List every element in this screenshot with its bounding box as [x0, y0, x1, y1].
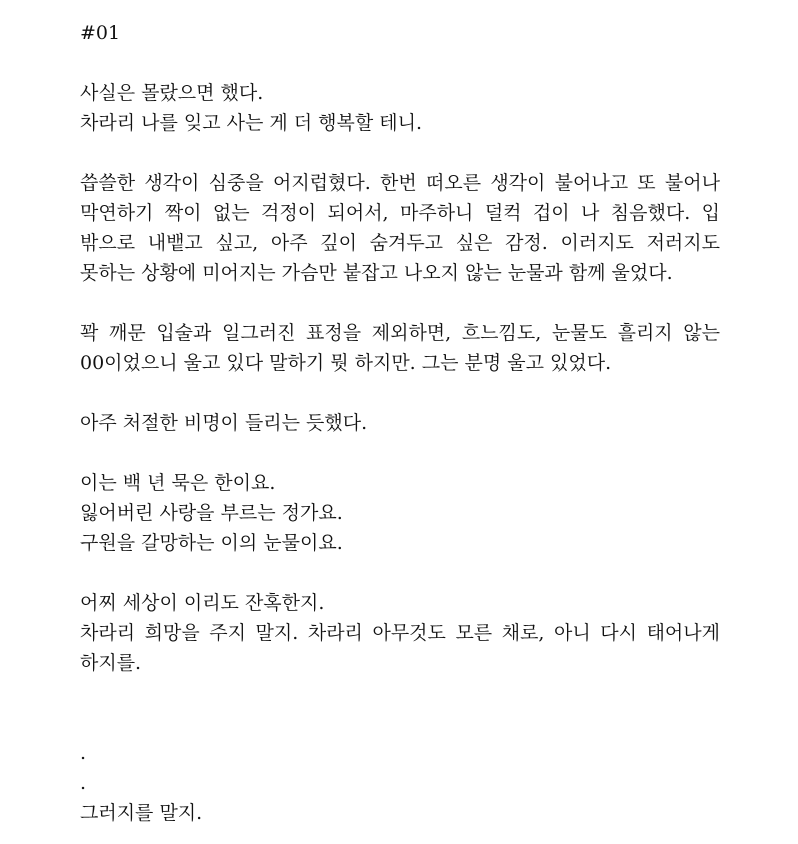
closing-line: 그러지를 말지.: [80, 802, 203, 824]
chapter-heading-block: [80, 18, 720, 48]
closing-block: [80, 708, 720, 828]
text-line: 구원을 갈망하는 이의 눈물이요.: [80, 532, 343, 554]
paragraph-lips: [80, 318, 720, 378]
document-page: [80, 18, 720, 828]
text-line: 이는 백 년 묵은 한이요.: [80, 472, 276, 494]
scream-line-block: [80, 408, 720, 438]
text-line: 어찌 세상이 이리도 잔혹한지.: [80, 592, 325, 614]
poem-lines: [80, 468, 720, 558]
text-line: 사실은 몰랐으면 했다.: [80, 82, 264, 104]
chapter-heading: #01: [80, 22, 121, 44]
text-line: 잃어버린 사랑을 부르는 정가요.: [80, 502, 343, 524]
opening-lines: [80, 78, 720, 138]
text-line: 차라리 나를 잊고 사는 게 더 행복할 테니.: [80, 112, 422, 134]
paragraph-thoughts: [80, 168, 720, 288]
text-line: 아주 처절한 비명이 들리는 듯했다.: [80, 412, 368, 434]
ellipsis-dot: .: [80, 772, 87, 794]
paragraph-text: 꽉 깨문 입술과 일그러진 표정을 제외하면, 흐느낌도, 눈물도 흘리지 않는 00이었으니 울고 있다 말하기 뭣 하지만. 그는 분명 울고 있었다.: [80, 322, 720, 374]
cruel-world-block: [80, 588, 720, 678]
spacer: [80, 708, 720, 738]
ellipsis-dot: .: [80, 742, 87, 764]
paragraph-text: 차라리 희망을 주지 말지. 차라리 아무것도 모른 채로, 아니 다시 태어나게 하지를.: [80, 622, 720, 674]
paragraph-text: 씁쓸한 생각이 심중을 어지럽혔다. 한번 떠오른 생각이 불어나고 또 불어나 막연하기 짝이 없는 걱정이 되어서, 마주하니 덜컥 겁이 나 침음했다. 입 밖으로 내뱉고 싶고, 아주 깊이 숨겨두고 싶은 감정. 이러지도 저러지도 못하는 상황에 미어지는 가슴만 붙잡고 나오지 않는 눈물과 함께 울었다.: [80, 172, 720, 284]
